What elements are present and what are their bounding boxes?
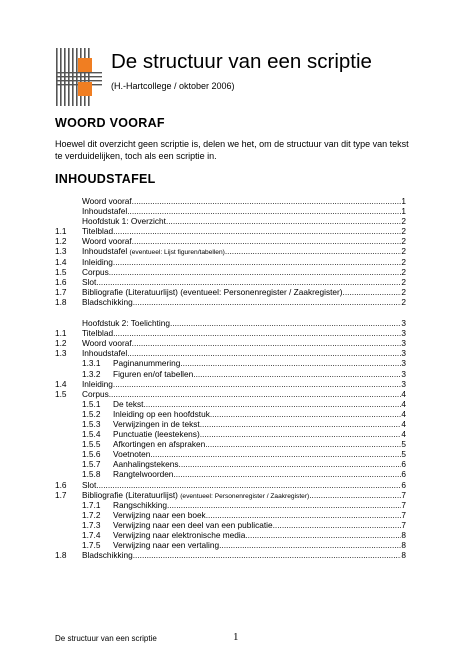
toc-leader-dots bbox=[133, 297, 402, 307]
toc-entry-number: 1.8 bbox=[55, 550, 67, 561]
toc-entry bbox=[82, 429, 406, 439]
toc-leader-dots bbox=[205, 439, 401, 449]
toc-entry-number: 1.3 bbox=[55, 348, 67, 359]
toc-leader-dots bbox=[193, 369, 401, 379]
toc-entry-page: 3 bbox=[401, 348, 406, 359]
toc-entry-page: 6 bbox=[401, 459, 406, 470]
toc-entry-number: 1.4 bbox=[55, 256, 67, 267]
toc-entry-title: Inhoudstafel bbox=[82, 246, 128, 257]
toc-entry-title: Inhoudstafel bbox=[82, 206, 128, 217]
toc-entry-page: 2 bbox=[401, 256, 406, 267]
toc-entry bbox=[55, 277, 406, 287]
document-subtitle: (H.-Hartcollege / oktober 2006) bbox=[111, 81, 235, 91]
toc-entry-page: 2 bbox=[401, 296, 406, 307]
toc-entry-page: 1 bbox=[401, 206, 406, 217]
toc-leader-dots bbox=[132, 236, 402, 246]
toc-entry-number: 1.6 bbox=[55, 479, 67, 490]
toc-entry-title: Titelblad bbox=[82, 226, 114, 237]
toc-entry-page: 2 bbox=[401, 266, 406, 277]
toc-entry bbox=[55, 490, 406, 500]
toc-entry bbox=[55, 318, 406, 328]
toc-entry-page: 4 bbox=[401, 388, 406, 399]
toc-entry-title: Bibliografie (Literatuurlijst) (eventueel: Personenregister / Zaakregister) bbox=[82, 286, 343, 297]
toc-entry bbox=[55, 206, 406, 216]
toc-entry-title: Hoofdstuk 1: Overzicht bbox=[82, 216, 166, 227]
toc-entry-note: (eventueel: Lijst figuren/tabellen) bbox=[129, 249, 225, 257]
toc-entry-number: 1.7.2 bbox=[82, 509, 101, 520]
toc-leader-dots bbox=[150, 449, 401, 459]
toc-entry-page: 4 bbox=[401, 408, 406, 419]
toc-entry-page: 8 bbox=[401, 540, 406, 551]
toc-entry-title: Corpus bbox=[82, 266, 109, 277]
toc-leader-dots bbox=[200, 419, 402, 429]
toc-entry-title: Verwijzingen in de tekst bbox=[113, 418, 200, 429]
toc-leader-dots bbox=[113, 257, 401, 267]
toc-leader-dots bbox=[96, 277, 401, 287]
toc-entry-number: 1.6 bbox=[55, 276, 67, 287]
toc-entry-title: Woord vooraf bbox=[82, 338, 132, 349]
toc-entry-number: 1.4 bbox=[55, 378, 67, 389]
toc-entry bbox=[82, 369, 406, 379]
school-logo bbox=[56, 48, 102, 106]
toc-entry-number: 1.7 bbox=[55, 489, 67, 500]
toc-entry-title: Voetnoten bbox=[113, 449, 151, 460]
toc-entry bbox=[82, 540, 406, 550]
toc-leader-dots bbox=[210, 409, 402, 419]
toc-entry-title: Titelblad bbox=[82, 328, 114, 339]
section-heading-woord-vooraf: WOORD VOORAF bbox=[55, 116, 165, 130]
toc-entry-title: Inleiding bbox=[82, 256, 113, 267]
toc-entry-page: 7 bbox=[401, 499, 406, 510]
toc-entry-title: Woord vooraf bbox=[82, 196, 132, 206]
toc-entry-title: Paginanummering bbox=[113, 358, 181, 369]
toc-entry-page: 3 bbox=[401, 368, 406, 379]
toc-entry-number: 1.5.7 bbox=[82, 459, 101, 470]
toc-entry-title: Afkortingen en afspraken bbox=[113, 439, 206, 450]
toc-entry-page: 2 bbox=[401, 216, 406, 227]
toc-entry-title: Punctuatie (leestekens) bbox=[113, 429, 200, 440]
toc-entry-title: Corpus bbox=[82, 388, 109, 399]
toc-entry-page: 5 bbox=[401, 439, 406, 450]
toc-entry-number: 1.5.2 bbox=[82, 408, 101, 419]
toc-entry-number: 1.5 bbox=[55, 388, 67, 399]
toc-entry bbox=[55, 236, 406, 246]
toc-entry bbox=[82, 358, 406, 368]
toc-entry bbox=[82, 530, 406, 540]
toc-entry-number: 1.5 bbox=[55, 266, 67, 277]
toc-entry-number: 1.5.3 bbox=[82, 418, 101, 429]
toc-entry-page: 3 bbox=[401, 318, 406, 329]
toc-entry-number: 1.5.8 bbox=[82, 469, 101, 480]
toc-entry bbox=[55, 389, 406, 399]
toc-entry bbox=[55, 480, 406, 490]
toc-entry-title: Woord vooraf bbox=[82, 236, 132, 247]
toc-entry-page: 7 bbox=[401, 509, 406, 520]
toc-entry-page: 4 bbox=[401, 429, 406, 440]
toc-leader-dots bbox=[127, 206, 401, 216]
toc-entry-number: 1.8 bbox=[55, 296, 67, 307]
toc-entry bbox=[55, 216, 406, 226]
toc-entry-number: 1.5.4 bbox=[82, 429, 101, 440]
toc-leader-dots bbox=[143, 399, 401, 409]
toc-leader-dots bbox=[273, 520, 402, 530]
toc-entry-page: 2 bbox=[401, 286, 406, 297]
toc-leader-dots bbox=[166, 216, 401, 226]
toc-entry bbox=[55, 226, 406, 236]
toc-entry bbox=[82, 419, 406, 429]
toc-entry-title: Verwijzing naar een deel van een publicatie bbox=[113, 519, 273, 530]
toc-entry-title: Rangschikking bbox=[113, 499, 167, 510]
toc-leader-dots bbox=[132, 196, 402, 206]
toc-entry bbox=[82, 409, 406, 419]
toc-entry-page: 3 bbox=[401, 358, 406, 369]
toc-entry-page: 2 bbox=[401, 276, 406, 287]
toc-entry bbox=[82, 459, 406, 469]
toc-leader-dots bbox=[109, 267, 402, 277]
toc-leader-dots bbox=[173, 469, 401, 479]
footer-title: De structuur van een scriptie bbox=[55, 634, 157, 643]
toc-entry-page: 2 bbox=[401, 226, 406, 237]
toc-entry-note: (eventueel: Personenregister / Zaakregister) bbox=[180, 492, 310, 500]
toc-entry bbox=[82, 520, 406, 530]
footer-page-number: 1 bbox=[233, 631, 239, 643]
table-of-contents bbox=[55, 196, 406, 560]
toc-entry-number: 1.1 bbox=[55, 226, 67, 237]
toc-entry-title: Hoofdstuk 2: Toelichting bbox=[82, 318, 170, 329]
intro-paragraph: Hoewel dit overzicht geen scriptie is, delen we het, om de structuur van dit type van tekst te verduidelijken, toch als een scriptie in. bbox=[55, 139, 409, 161]
toc-entry bbox=[55, 246, 406, 256]
toc-entry-number: 1.7.3 bbox=[82, 519, 101, 530]
toc-entry-page: 2 bbox=[401, 236, 406, 247]
document-title: De structuur van een scriptie bbox=[111, 50, 372, 73]
toc-entry-page: 6 bbox=[401, 469, 406, 480]
toc-leader-dots bbox=[179, 459, 402, 469]
toc-entry-page: 2 bbox=[401, 246, 406, 257]
toc-entry-number: 1.3.1 bbox=[82, 358, 101, 369]
toc-entry bbox=[55, 297, 406, 307]
toc-entry-page: 4 bbox=[401, 398, 406, 409]
toc-entry bbox=[82, 439, 406, 449]
toc-entry-number: 1.7.5 bbox=[82, 540, 101, 551]
toc-entry-number: 1.3 bbox=[55, 246, 67, 257]
toc-entry-number: 1.5.1 bbox=[82, 398, 101, 409]
toc-entry-page: 3 bbox=[401, 328, 406, 339]
toc-entry bbox=[55, 379, 406, 389]
toc-leader-dots bbox=[127, 348, 401, 358]
toc-leader-dots bbox=[113, 328, 401, 338]
toc-leader-dots bbox=[245, 530, 401, 540]
toc-entry bbox=[82, 510, 406, 520]
toc-leader-dots bbox=[219, 540, 401, 550]
toc-entry bbox=[55, 348, 406, 358]
toc-entry-number: 1.3.2 bbox=[82, 368, 101, 379]
toc-entry-page: 5 bbox=[401, 449, 406, 460]
toc-entry bbox=[55, 257, 406, 267]
toc-leader-dots bbox=[200, 429, 402, 439]
toc-leader-dots bbox=[96, 480, 401, 490]
toc-entry bbox=[55, 328, 406, 338]
toc-entry-number: 1.5.5 bbox=[82, 439, 101, 450]
toc-entry-title: Verwijzing naar een boek bbox=[113, 509, 206, 520]
toc-leader-dots bbox=[225, 246, 402, 256]
toc-entry-number: 1.7 bbox=[55, 286, 67, 297]
toc-entry-title: Inhoudstafel bbox=[82, 348, 128, 359]
toc-entry-page: 3 bbox=[401, 338, 406, 349]
toc-leader-dots bbox=[133, 550, 402, 560]
toc-entry-title: Bladschikking bbox=[82, 296, 133, 307]
toc-leader-dots bbox=[343, 287, 402, 297]
toc-entry-page: 7 bbox=[401, 489, 406, 500]
toc-entry-page: 6 bbox=[401, 479, 406, 490]
toc-entry-title: Inleiding op een hoofdstuk bbox=[113, 408, 210, 419]
toc-entry-page: 8 bbox=[401, 530, 406, 540]
toc-entry-title: Bibliografie (Literatuurlijst) bbox=[82, 489, 178, 500]
toc-entry-title: Verwijzing naar elektronische media bbox=[113, 530, 246, 540]
toc-entry bbox=[82, 500, 406, 510]
school-logo-graphic bbox=[56, 48, 102, 106]
toc-entry-page: 7 bbox=[401, 519, 406, 530]
toc-entry-page: 3 bbox=[401, 378, 406, 389]
toc-entry-title: Inleiding bbox=[82, 378, 113, 389]
toc-entry-title: Figuren en/of tabellen bbox=[113, 368, 194, 379]
toc-leader-dots bbox=[109, 389, 402, 399]
toc-entry bbox=[55, 267, 406, 277]
toc-entry-title: Verwijzing naar een vertaling bbox=[113, 540, 220, 551]
toc-leader-dots bbox=[113, 226, 401, 236]
toc-entry-page: 1 bbox=[401, 196, 406, 206]
toc-entry-title: Aanhalingstekens bbox=[113, 459, 179, 470]
toc-entry-title: Bladschikking bbox=[82, 550, 133, 561]
toc-entry-page: 4 bbox=[401, 418, 406, 429]
section-heading-inhoudstafel: INHOUDSTAFEL bbox=[55, 172, 156, 186]
toc-entry-number: 1.2 bbox=[55, 338, 67, 349]
toc-entry bbox=[82, 449, 406, 459]
toc-entry bbox=[55, 287, 406, 297]
toc-entry-title: Rangtelwoorden bbox=[113, 469, 174, 480]
toc-leader-dots bbox=[309, 490, 401, 500]
toc-entry-number: 1.5.6 bbox=[82, 449, 101, 460]
toc-entry bbox=[82, 399, 406, 409]
toc-leader-dots bbox=[132, 338, 402, 348]
toc-entry bbox=[55, 338, 406, 348]
toc-leader-dots bbox=[170, 318, 401, 328]
toc-entry bbox=[55, 196, 406, 206]
toc-leader-dots bbox=[167, 500, 401, 510]
toc-leader-dots bbox=[180, 358, 401, 368]
toc-entry-number: 1.7.4 bbox=[82, 530, 101, 540]
toc-entry-title: Slot bbox=[82, 276, 97, 287]
toc-leader-dots bbox=[113, 379, 401, 389]
toc-entry-number: 1.7.1 bbox=[82, 499, 101, 510]
toc-entry bbox=[55, 550, 406, 560]
toc-entry-title: De tekst bbox=[113, 398, 144, 409]
toc-entry-page: 8 bbox=[401, 550, 406, 561]
toc-entry-number: 1.2 bbox=[55, 236, 67, 247]
toc-entry-number: 1.1 bbox=[55, 328, 67, 339]
toc-entry-title: Slot bbox=[82, 479, 97, 490]
toc-entry bbox=[82, 469, 406, 479]
toc-leader-dots bbox=[206, 510, 402, 520]
